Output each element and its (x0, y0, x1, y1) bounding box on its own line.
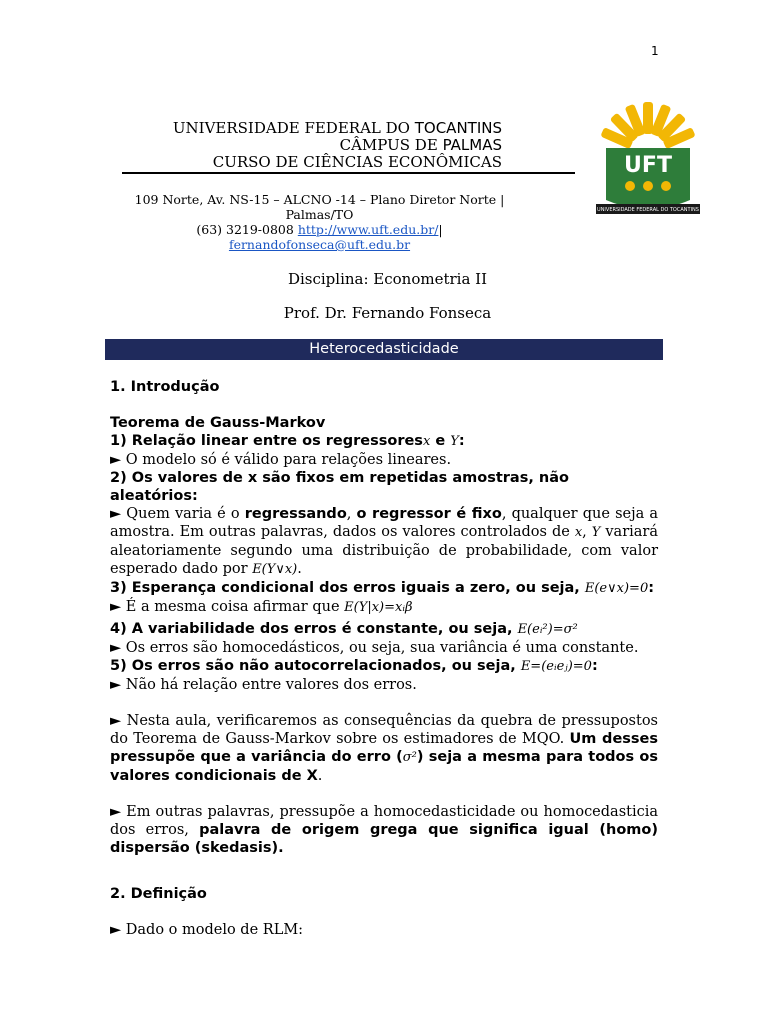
assumption-1: 1) Relação linear entre os regressoresx e Y: (110, 433, 465, 449)
theorem-title: Teorema de Gauss-Markov (110, 415, 326, 431)
header-line2-a: CÂMPUS DE (339, 136, 443, 154)
topic-banner: Heterocedasticidade (105, 339, 663, 360)
separator: | (438, 222, 443, 237)
phone: (63) 3219-0808 (196, 222, 298, 237)
address-block (122, 192, 517, 252)
address-line2: Palmas/TO (285, 207, 354, 222)
assumption-5: 5) Os erros são não autocorrelacionados, ou seja, E=(eᵢeⱼ)=0: (110, 658, 598, 674)
assumption-2: 2) Os valores de x são fixos em repetidas amostras, não aleatórios: (110, 470, 569, 504)
institution-header (122, 120, 502, 171)
assumption-2-note: ► Quem varia é o regressando, o regressor é fixo, qualquer que seja a amostra. Em outras palavras, dados os valores controlados de x, Y variará aleatoriamente segundo uma distribuição de probabilidade, com valor esperado dado por E(Y∨x). (110, 506, 659, 577)
logo-caption: UNIVERSIDADE FEDERAL DO TOCANTINS (597, 207, 699, 213)
assumption-3-note: ► É a mesma coisa afirmar que E(Y|x)=xᵢβ (110, 599, 413, 615)
document-body (110, 378, 658, 939)
header-line1-a: UNIVERSIDADE FEDERAL DO (172, 119, 415, 137)
header-line1-b: TOCANTINS (414, 119, 502, 137)
header-line2-b: PALMAS (442, 136, 502, 154)
professor: Prof. Dr. Fernando Fonseca (283, 304, 492, 322)
assumption-4: 4) A variabilidade dos erros é constante, ou seja, E(eᵢ²)=σ² (110, 621, 578, 637)
paragraph-1: ► Nesta aula, verificaremos as consequências da quebra de pressupostos do Teorema de Gauss-Markov sobre os estimadores de MQO. Um desses pressupõe que a variância do erro (σ²) seja a mesma para todos os valores condicionais de X. (110, 713, 659, 784)
address-line1: 109 Norte, Av. NS-15 – ALCNO -14 – Plano Diretor Norte | (134, 192, 505, 207)
page-number: 1 (651, 44, 659, 58)
section2-title: 2. Definição (110, 886, 207, 902)
header-rule (122, 172, 575, 174)
assumption-1-note: ► O modelo só é válido para relações lineares. (110, 452, 452, 468)
header-line3: CURSO DE CIÊNCIAS ECONÔMICAS (212, 153, 502, 171)
email-link[interactable]: fernandofonseca@uft.edu.br (228, 237, 411, 252)
assumption-3: 3) Esperança condicional dos erros iguais a zero, ou seja, E(e∨x)=0: (110, 580, 655, 596)
assumption-4-note: ► Os erros são homocedásticos, ou seja, sua variância é uma constante. (110, 640, 639, 656)
section2-line1: ► Dado o modelo de RLM: (110, 922, 304, 938)
uft-logo (596, 100, 700, 220)
discipline: Disciplina: Econometria II (287, 270, 488, 288)
section1-title: 1. Introdução (110, 379, 220, 395)
paragraph-2: ► Em outras palavras, pressupõe a homocedasticidade ou homocedasticia dos erros, palavra de origem grega que significa igual (homo) dispersão (skedasis). (110, 804, 659, 856)
website-link[interactable]: http://www.uft.edu.br/ (297, 222, 439, 237)
assumption-5-note: ► Não há relação entre valores dos erros. (110, 677, 417, 693)
logo-text: UFT (624, 153, 672, 178)
